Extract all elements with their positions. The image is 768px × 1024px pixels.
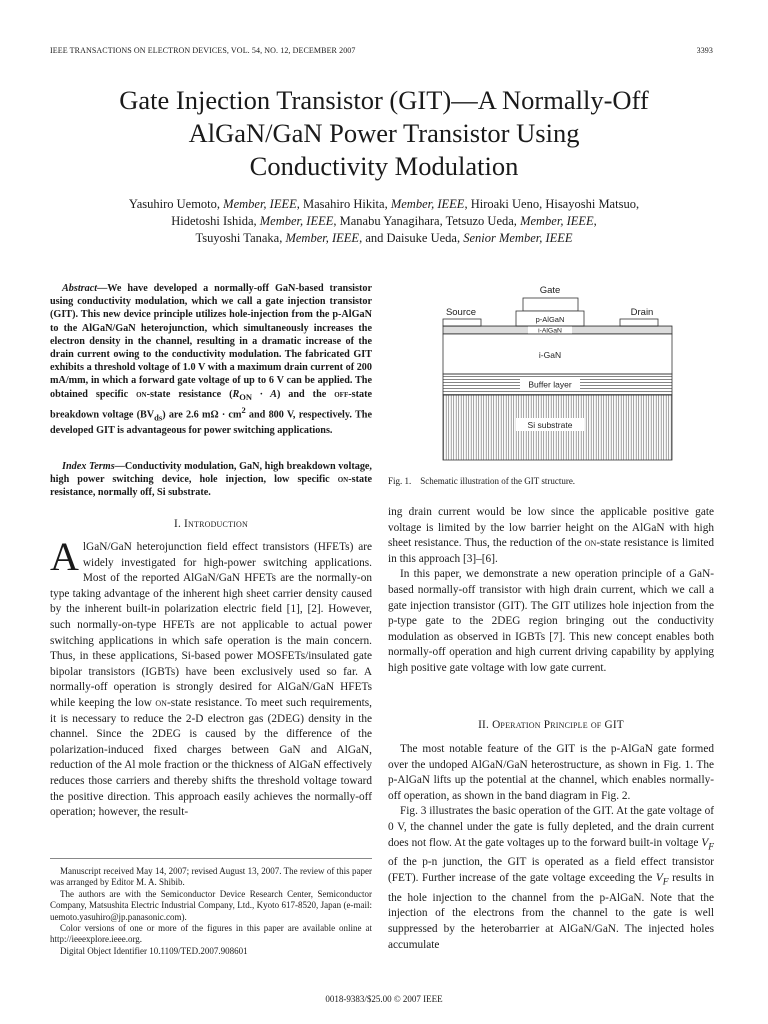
operation-principle-body xyxy=(388,742,714,953)
copyright-footer: 0018-9383/$25.00 © 2007 IEEE xyxy=(325,994,443,1004)
ron-symbol: R xyxy=(232,388,240,400)
p-algan-label: p-AlGaN xyxy=(535,315,565,324)
buffer-label: Buffer layer xyxy=(528,379,572,390)
on-word: on xyxy=(136,388,147,400)
footnote-color-versions: Color versions of one or more of the figures in this paper are available online at http://ieeexplore.ieee.org. xyxy=(50,923,372,945)
author-name: , Manabu Yanagihara, Tetsuzo Ueda, xyxy=(333,214,521,228)
square-superscript: 2 xyxy=(241,404,246,415)
section-heading-introduction xyxy=(50,518,372,530)
index-terms-paragraph xyxy=(50,460,372,500)
intro-text: lGaN/GaN heterojunction field effect transistors (HFETs) are widely investigated for high-power switching applications. Most of the reported AlGaN/GaN HFETs are the normally-on type taking advantage of the inherent high sheet carrier density caused by the inherent built-in polarization electric field [1], [2]. However, such normally-on-type HFETs are not applicable to actual power switching applications in which safe operation is the main concern. Thus, in these applications, Si-based power MOSFETs/insulated gate bipolar transistors (IGBTs) have been exclusively used so far. A normally-off operation is strongly desired for AlGaN/GaN HFETs while keeping the low xyxy=(50,541,372,709)
operation-text: results in the hole injection to the channel from the p-AlGaN. Note that the injection of the electrons from the channel to the gate is well suppressed by the heterobarrier at AlGaN/GaN. The injected holes accumulate xyxy=(388,872,714,951)
ron-subscript: ON xyxy=(239,391,253,402)
author-line-2 xyxy=(40,213,728,230)
journal-header: IEEE TRANSACTIONS ON ELECTRON DEVICES, VOL. 54, NO. 12, DECEMBER 2007 xyxy=(50,46,356,55)
author-name: Yasuhiro Uemoto, xyxy=(128,197,224,211)
caption-number: Fig. 1. xyxy=(388,476,412,486)
author-name: , Masahiro Hikita, xyxy=(296,197,391,211)
footnote-manuscript: Manuscript received May 14, 2007; revised August 13, 2007. The review of this paper was arranged by Editor M. A. Shibib. xyxy=(50,866,372,888)
i-gan-label: i-GaN xyxy=(538,350,562,360)
index-terms-text: —Conductivity modulation, GaN, high breakdown voltage, high power switching device, hole injection, low specific xyxy=(50,461,372,486)
abstract-text: ) are 2.6 mΩ · cm xyxy=(162,409,242,421)
i-algan-label: i-AlGaN xyxy=(538,327,562,335)
intro-text: -state resistance. To meet such requirements, it is necessary to reduce the 2-D electron gas (2DEG) density in the channel. Since the 2DEG is caused by the difference of the polarization-induced fixed charges between GaN and AlGaN, reduction of the Al mole fraction or the thickness of AlGaN effectively reduces those carriers and thereby shifts the threshold voltage toward the positive direction. This approach easily achieves the normally-off operation; however, the result- xyxy=(50,696,372,819)
section-heading-rest: rinciple of xyxy=(550,719,605,731)
footnote-affiliation: The authors are with the Semiconductor Device Research Center, Semiconductor Company, Matsushita Electric Industrial Company, Ltd., Kyoto 617-8520, Japan (e-mail: uemoto.yasuhiro@jp.panasonic.com). xyxy=(50,888,372,922)
author-name: , and Daisuke Ueda, xyxy=(359,231,464,245)
bv-subscript: ds xyxy=(154,412,163,423)
abstract-text: and 800 V, respectively. The developed GIT is advantageous for power switching applications. xyxy=(50,409,372,437)
on-word: on xyxy=(155,696,167,709)
intro-paragraph xyxy=(50,534,372,821)
section-heading-rest: ntroduction xyxy=(188,518,248,530)
author-name: Tsuyoshi Tanaka, xyxy=(195,231,286,245)
author-role: Member, IEEE xyxy=(285,231,360,245)
footnote-block xyxy=(50,866,372,957)
on-word: on xyxy=(584,537,597,550)
introduction-body xyxy=(50,534,372,821)
vf-symbol: V xyxy=(655,872,663,884)
section-number: I. xyxy=(174,518,185,530)
paper-title xyxy=(40,84,728,183)
intro-text: -state resistance is limited in this approach [3]–[6]. xyxy=(388,537,714,565)
author-role: Member, IEEE xyxy=(390,197,465,211)
gate-label: Gate xyxy=(539,285,561,296)
vf-subscript: F xyxy=(662,877,669,888)
author-role: Senior Member, IEEE xyxy=(463,231,573,245)
abstract-paragraph xyxy=(50,282,372,438)
operation-paragraph-1: The most notable feature of the GIT is the p-AlGaN gate formed over the undoped AlGaN/GaN heterostructure, as shown in Fig. 1. The p-AlGaN lifts up the potential at the channel, which enables normally-off operation, as shown in the band diagram in Fig. 2. xyxy=(388,743,714,802)
author-list xyxy=(40,196,728,247)
section-heading-initial: P xyxy=(543,719,551,731)
author-name: Hidetoshi Ishida, xyxy=(171,214,260,228)
vf-subscript: F xyxy=(708,841,714,852)
author-role: Member, IEEE xyxy=(223,197,297,211)
figure-1-caption xyxy=(388,476,575,486)
author-line-3 xyxy=(40,230,728,247)
section-heading-operation-principle xyxy=(388,719,714,731)
index-terms-label: Index Terms xyxy=(62,461,115,472)
abstract-text: ) and the xyxy=(276,388,335,400)
operation-paragraph-2 xyxy=(388,804,714,953)
intro-paragraph-2: In this paper, we demonstrate a new operation principle of a GaN-based normally-off transistor with high drain current, which we call a gate injection transistor (GIT). The GIT utilizes hole injection from the p-type gate to the 2DEG region bringing out the conductivity modulation as observed in IGBTs [7]. This new concept enables both normally-off operation and high current driving capability by applying high positive gate voltage with low gate current. xyxy=(388,568,714,674)
title-line-3: Conductivity Modulation xyxy=(249,151,519,181)
right-column-intro xyxy=(388,505,714,677)
running-header xyxy=(50,46,713,58)
substrate-label: Si substrate xyxy=(527,420,573,430)
section-number: II. xyxy=(478,719,493,731)
drain-label: Drain xyxy=(630,307,654,318)
abstract-text: -state breakdown voltage (BV xyxy=(50,388,372,421)
section-heading-git: GIT xyxy=(604,719,624,731)
intro-text: ing drain current would be low since the applicable positive gate voltage is limited by the low barrier height on the AlGaN with high sheet resistance. Thus, the reduction of the xyxy=(388,506,714,550)
index-terms-text: -state resistance, normally off, Si substrate. xyxy=(50,474,372,499)
footnote-rule xyxy=(50,858,372,859)
title-line-2: AlGaN/GaN Power Transistor Using xyxy=(188,118,580,148)
abstract-text: —We have developed a normally-off GaN-based transistor using conductivity modulation, which we call a gate injection transistor (GIT). This new device principle utilizes hole-injection from the p-AlGaN to the AlGaN/GaN heterojunction, which simultaneously increases the electron density in the channel, resulting in a dramatic increase of the drain current owing to the conductivity modulation. The fabricated GIT exhibits a threshold voltage of 1.0 V with a maximum drain current of 200 mA/mm, in which a forward gate voltage of up to 6 V can be applied. The obtained specific xyxy=(50,283,372,400)
abstract-text: -state resistance ( xyxy=(146,388,233,400)
caption-text: Schematic illustration of the GIT structure. xyxy=(420,476,576,486)
intro-continuation xyxy=(388,505,714,567)
operation-text: of the p-n junction, the GIT is operated as a field effect transistor (FET). Further increase of the gate voltage exceeding the xyxy=(388,856,714,884)
drain-electrode xyxy=(620,319,658,326)
title-line-1: Gate Injection Transistor (GIT)—A Normally-Off xyxy=(119,85,649,115)
gate-electrode xyxy=(523,298,578,311)
page-number: 3393 xyxy=(696,46,713,55)
section-heading-rest: peration xyxy=(500,719,544,731)
footnote-doi: Digital Object Identifier 10.1109/TED.2007.908601 xyxy=(60,945,248,956)
abstract xyxy=(50,282,372,438)
source-electrode xyxy=(443,319,481,326)
author-name: , Hiroaki Ueno, Hisayoshi Matsuo, xyxy=(464,197,640,211)
author-role: Member, IEEE xyxy=(259,214,334,228)
ron-tail: · A xyxy=(252,388,277,400)
abstract-label: Abstract xyxy=(62,283,98,294)
vf-symbol: V xyxy=(701,836,709,849)
operation-text: Fig. 3 illustrates the basic operation of the GIT. At the gate voltage of 0 V, the channel under the gate is fully depleted, and the drain current does not flow. At the gate voltages up to the forward built-in voltage xyxy=(388,805,714,849)
source-label: Source xyxy=(445,307,477,318)
index-terms xyxy=(50,460,372,500)
author-role: Member, IEEE xyxy=(520,214,594,228)
author-line-1 xyxy=(40,196,728,213)
figure-git-structure xyxy=(440,282,674,462)
author-sep: , xyxy=(593,214,597,228)
on-word: on xyxy=(337,474,349,486)
section-heading-initial: I xyxy=(184,518,188,530)
section-heading-initial: O xyxy=(492,719,501,731)
drop-cap: A xyxy=(50,534,79,579)
off-word: off xyxy=(334,388,349,400)
